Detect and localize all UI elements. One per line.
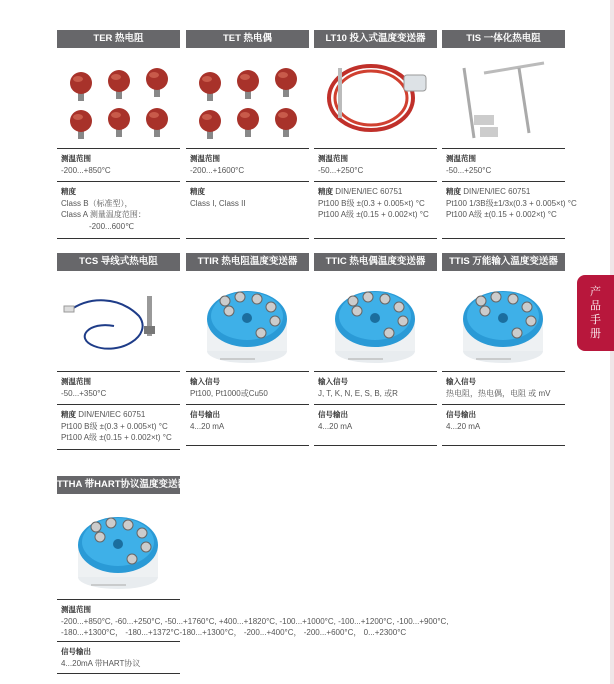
spec-value: Pt100 B级 ±(0.3 + 0.005×t) °C <box>61 421 168 431</box>
spec-label: 精度 <box>318 187 333 196</box>
spec-label: 测温范围 <box>190 154 220 163</box>
product-title: TET 热电偶 <box>186 30 309 48</box>
spec-section <box>442 181 577 239</box>
spec-section <box>186 371 309 404</box>
spec-section <box>57 599 449 641</box>
spec-label: 测温范围 <box>61 605 91 614</box>
spec-label: 输入信号 <box>446 377 476 386</box>
spec-section <box>442 148 565 181</box>
spec-section <box>57 641 180 674</box>
product-image <box>57 494 180 599</box>
product-image <box>186 271 309 371</box>
spec-section <box>314 404 437 446</box>
product-image <box>57 271 180 371</box>
spec-value: Class A 测量温度范围： <box>61 210 146 219</box>
product-title: LT10 投入式温度变送器 <box>314 30 437 48</box>
side-tab-product-manual[interactable] <box>577 275 614 351</box>
spec-label: 测温范围 <box>61 377 91 386</box>
product-card-ttha <box>57 476 449 674</box>
spec-value: Pt100 A级 ±(0.15 + 0.002×t) °C <box>318 210 429 219</box>
spec-value: Pt100 1/3B级±1/3x(0.3 + 0.005×t) °C <box>446 198 577 208</box>
spec-value: -50...+250°C <box>318 165 364 175</box>
spec-label: 精度 <box>61 410 76 419</box>
spec-label: 测温范围 <box>446 154 476 163</box>
spec-value: -200...+850°C <box>61 165 111 175</box>
product-card-tet <box>186 30 309 239</box>
tab-char: 产 <box>590 286 601 298</box>
spec-label: 输入信号 <box>318 377 348 386</box>
spec-standard: DIN/EN/IEC 60751 <box>463 187 531 196</box>
spec-section <box>442 371 565 404</box>
product-image <box>442 48 565 148</box>
spec-value: 4...20 mA <box>446 421 481 431</box>
product-image <box>314 271 437 371</box>
spec-value: -200...+850°C, -60...+250°C, -50...+1760°C, +400...+1820°C, -100...+1000°C, -100...+1200°C, -100...+900°C, <box>61 616 449 626</box>
spec-label: 信号输出 <box>190 410 220 419</box>
spec-value: 4...20 mA <box>190 421 225 431</box>
spec-value: Pt100 A级 ±(0.15 + 0.002×t) °C <box>446 210 557 219</box>
product-image <box>186 48 309 148</box>
spec-section <box>314 148 437 181</box>
spec-value: -200...600℃ <box>89 221 135 231</box>
tab-char: 册 <box>590 328 601 340</box>
spec-label: 测温范围 <box>61 154 91 163</box>
spec-value: -200...+1600°C <box>190 165 245 175</box>
spec-value: 热电阻，热电偶，电阻 或 mV <box>446 388 551 398</box>
product-card-ttic <box>314 253 437 446</box>
spec-value: 4...20 mA <box>318 421 353 431</box>
product-card-ttis <box>442 253 565 446</box>
spec-label: 信号输出 <box>318 410 348 419</box>
spec-section <box>186 148 309 181</box>
spec-value: 4...20mA 带HART协议 <box>61 658 141 668</box>
spec-standard: DIN/EN/IEC 60751 <box>335 187 403 196</box>
spec-section <box>186 181 309 239</box>
spec-value: Class I, Class II <box>190 198 246 208</box>
tab-char: 品 <box>590 300 601 312</box>
spec-value: Pt100, Pt1000或Cu50 <box>190 388 268 398</box>
spec-label: 精度 <box>446 187 461 196</box>
product-card-tcs <box>57 253 180 450</box>
spec-label: 精度 <box>190 187 205 196</box>
product-title: TTIS 万能输入温度变送器 <box>442 253 565 271</box>
product-title: TTHA 带HART协议温度变送器 <box>57 476 180 494</box>
spec-section <box>57 371 180 404</box>
spec-value: Class B（标准型）， <box>61 198 133 208</box>
tab-char: 手 <box>590 314 601 326</box>
product-card-ter <box>57 30 180 239</box>
spec-section <box>314 181 437 239</box>
spec-section <box>57 404 180 450</box>
spec-standard: DIN/EN/IEC 60751 <box>78 410 146 419</box>
product-title: TCS 导线式热电阻 <box>57 253 180 271</box>
spec-value: Pt100 B级 ±(0.3 + 0.005×t) °C <box>318 198 425 208</box>
spec-value: -50...+250°C <box>446 165 492 175</box>
product-image <box>57 48 180 148</box>
product-title: TIS 一体化热电阻 <box>442 30 565 48</box>
spec-section <box>314 371 437 404</box>
spec-label: 测温范围 <box>318 154 348 163</box>
spec-value: J, T, K, N, E, S, B, 或R <box>318 388 398 398</box>
product-image <box>314 48 437 148</box>
spec-label: 信号输出 <box>446 410 476 419</box>
product-image <box>442 271 565 371</box>
product-card-tis <box>442 30 577 239</box>
product-title: TER 热电阻 <box>57 30 180 48</box>
spec-value: -50...+350°C <box>61 388 107 398</box>
spec-value: Pt100 A级 ±(0.15 + 0.002×t) °C <box>61 433 172 442</box>
product-card-lt10 <box>314 30 437 239</box>
spec-section <box>186 404 309 446</box>
product-title: TTIC 热电偶温度变送器 <box>314 253 437 271</box>
spec-label: 信号输出 <box>61 647 91 656</box>
product-card-ttir <box>186 253 309 446</box>
spec-section <box>442 404 565 446</box>
spec-label: 输入信号 <box>190 377 220 386</box>
product-title: TTIR 热电阻温度变送器 <box>186 253 309 271</box>
spec-section <box>57 181 180 239</box>
spec-value: -180...+1300°C， -180...+1372°C-180...+1300°C， -200...+400°C， -200...+600°C， 0...+2300°C <box>61 628 407 637</box>
spec-label: 精度 <box>61 187 76 196</box>
spec-section <box>57 148 180 181</box>
